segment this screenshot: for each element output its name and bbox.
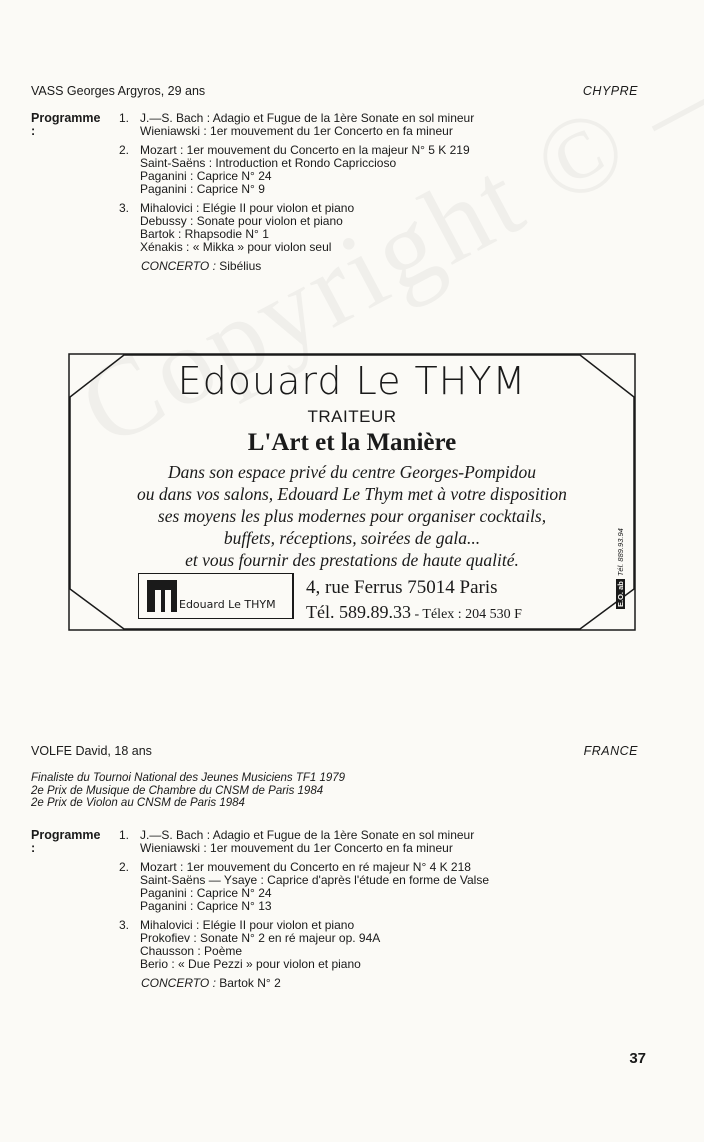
ad-body-line: buffets, réceptions, soirées de gala... [223, 528, 481, 548]
credit-text: Tél. 889.93.94 [616, 528, 625, 577]
programme-line: Saint-Saëns : Introduction et Rondo Capriccioso [140, 156, 397, 170]
candidate-name: VASS Georges Argyros, 29 ans [31, 84, 206, 98]
programme-line: Chausson : Poème [140, 944, 243, 958]
concerto-value: Sibélius [219, 259, 262, 273]
programme-label: Programme : [31, 828, 101, 855]
ad-telex: - Télex : 204 530 F [411, 607, 522, 622]
group-number: 2. [119, 143, 130, 157]
concerto-line [141, 977, 281, 990]
award-line: 2e Prix de Violon au CNSM de Paris 1984 [31, 797, 245, 809]
concerto-label: CONCERTO : [141, 976, 216, 990]
group-number: 3. [119, 918, 130, 932]
programme-line: Mozart : 1er mouvement du Concerto en la majeur N° 5 K 219 [140, 143, 470, 157]
credit-mark: E.O. ab [616, 581, 625, 607]
ad-slogan: L'Art et la Manière [247, 429, 457, 456]
programme-line: Paganini : Caprice N° 24 [140, 886, 272, 900]
traiteur-advertisement [68, 353, 636, 631]
ad-tel-number: Tél. 589.89.33 [306, 602, 411, 622]
programme-line: Prokofiev : Sonate N° 2 en ré majeur op. 94A [140, 931, 381, 945]
ad-address: 4, rue Ferrus 75014 Paris [306, 577, 498, 598]
programme-line: Bartok : Rhapsodie N° 1 [140, 227, 269, 241]
programme-line: Mihalovici : Elégie II pour violon et piano [140, 201, 355, 215]
ad-telephone [306, 602, 522, 623]
candidate-name: VOLFE David, 18 ans [31, 744, 152, 758]
candidate-country: CHYPRE [582, 84, 638, 98]
group-number: 2. [119, 860, 130, 874]
programme-line: Berio : « Due Pezzi » pour violon et piano [140, 957, 361, 971]
ad-body-line: ses moyens les plus modernes pour organiser cocktails, [157, 506, 547, 526]
concerto-label: CONCERTO : [141, 259, 216, 273]
thyme-logo-icon [147, 580, 177, 612]
concerto-line [141, 260, 261, 273]
page-number: 37 [629, 1050, 646, 1067]
programme-line: Xénakis : « Mikka » pour violon seul [140, 240, 332, 254]
group-number: 1. [119, 828, 130, 842]
ad-title: Edouard Le THYM [177, 359, 527, 403]
award-line: 2e Prix de Musique de Chambre du CNSM de Paris 1984 [31, 784, 324, 797]
ad-credit [612, 528, 632, 613]
programme-line: J.—S. Bach : Adagio et Fugue de la 1ère Sonate en sol mineur [140, 111, 475, 125]
group-number: 3. [119, 201, 130, 215]
group-number: 1. [119, 111, 130, 125]
ad-logo [138, 573, 293, 619]
ad-subtitle: TRAITEUR [307, 407, 397, 426]
programme-line: Mihalovici : Elégie II pour violon et piano [140, 918, 355, 932]
programme-label: Programme : [31, 111, 101, 138]
candidate-country: FRANCE [583, 744, 638, 758]
programme-line: Saint-Saëns — Ysaye : Caprice d'après l'étude en forme de Valse [140, 873, 489, 887]
programme-line: Paganini : Caprice N° 24 [140, 169, 272, 183]
programme-line: Paganini : Caprice N° 9 [140, 182, 265, 196]
programme-line: J.—S. Bach : Adagio et Fugue de la 1ère Sonate en sol mineur [140, 828, 475, 842]
programme-line: Paganini : Caprice N° 13 [140, 899, 272, 913]
ad-body-line: et vous fournir des prestations de haute qualité. [185, 550, 519, 570]
concerto-value: Bartok N° 2 [219, 976, 281, 990]
programme-line: Wieniawski : 1er mouvement du 1er Concerto en fa mineur [140, 841, 453, 855]
award-line: Finaliste du Tournoi National des Jeunes Musiciens TF1 1979 [31, 772, 346, 784]
ad-divider [293, 573, 294, 619]
logo-text: Edouard Le THYM [179, 598, 276, 611]
ad-body [68, 461, 636, 571]
programme-line: Wieniawski : 1er mouvement du 1er Concerto en fa mineur [140, 124, 453, 138]
candidate-awards [31, 772, 345, 810]
programme-line: Mozart : 1er mouvement du Concerto en ré majeur N° 4 K 218 [140, 860, 471, 874]
ad-body-line: ou dans vos salons, Edouard Le Thym met à votre disposition [137, 484, 567, 504]
programme-line: Debussy : Sonate pour violon et piano [140, 214, 343, 228]
ad-body-line: Dans son espace privé du centre Georges-Pompidou [167, 462, 537, 482]
